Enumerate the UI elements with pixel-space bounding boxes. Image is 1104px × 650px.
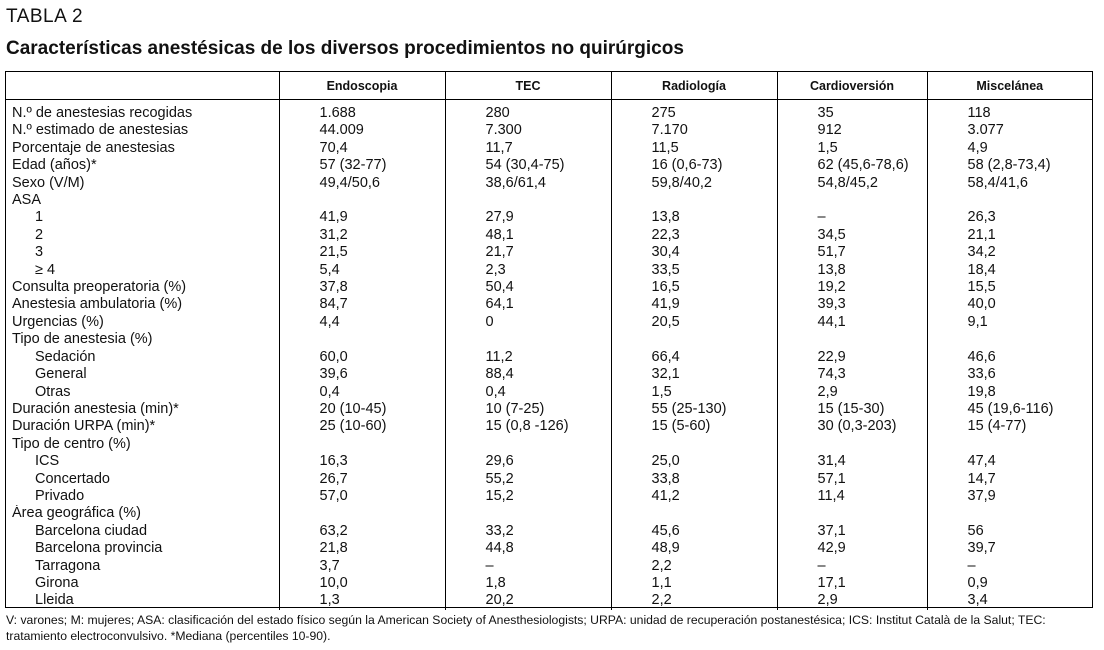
table-cell: 55 (25-130) [611,401,777,418]
row-label: Consulta preoperatoria (%) [12,279,187,296]
table-cell: 7.170 [611,122,777,139]
table-cell: 33,6 [927,366,1092,383]
table-cell: 37,9 [927,488,1092,505]
table-cell: – [445,558,611,575]
row-label: Porcentaje de anestesias [12,139,175,156]
row-label: Concertado [35,470,110,487]
table-cell: 60,0 [279,349,445,366]
table-cell: 15 (15-30) [777,401,927,418]
table-cell: 22,3 [611,227,777,244]
table-cell: 26,3 [927,209,1092,226]
table-row [6,349,1092,366]
table-cell: 48,9 [611,540,777,557]
row-label: ASA [12,192,42,209]
table-cell: 57,1 [777,471,927,488]
table-cell: 19,8 [927,384,1092,401]
table-cell: 1,1 [611,575,777,592]
table-cell: 49,4/50,6 [279,175,445,192]
row-label: Barcelona provincia [35,540,163,557]
table-cell: 66,4 [611,349,777,366]
table-row [6,279,1092,296]
row-label: ≥ 4 [35,261,56,278]
table-cell: 39,3 [777,296,927,313]
table-cell: 10,0 [279,575,445,592]
table-cell: 26,7 [279,471,445,488]
table-row [6,418,1092,435]
table-cell [777,436,927,453]
table-cell: 5,4 [279,262,445,279]
table-cell: 63,2 [279,523,445,540]
table-cell: 19,2 [777,279,927,296]
table-cell: 59,8/40,2 [611,175,777,192]
table-cell [777,192,927,209]
table-cell [445,192,611,209]
table-cell: 11,7 [445,140,611,157]
table-cell: 44,1 [777,314,927,331]
table-cell: 16,5 [611,279,777,296]
table-cell: 22,9 [777,349,927,366]
table-cell: 44,8 [445,540,611,557]
table-cell [279,192,445,209]
table-cell: 38,6/61,4 [445,175,611,192]
table-cell: 25,0 [611,453,777,470]
table-cell: 15,5 [927,279,1092,296]
table-row [6,540,1092,557]
table-cell: 58 (2,8-73,4) [927,157,1092,174]
table-cell: 21,7 [445,244,611,261]
table-cell: 55,2 [445,471,611,488]
row-label: Área geográfica (%) [12,505,141,522]
table-row [6,100,1092,123]
table-cell: 57,0 [279,488,445,505]
table-cell: 13,8 [777,262,927,279]
table-row [6,227,1092,244]
table-cell: 3.077 [927,122,1092,139]
table-row [6,244,1092,261]
table-cell: – [777,558,927,575]
table-cell: 21,1 [927,227,1092,244]
table-row [6,523,1092,540]
table-row [6,140,1092,157]
table-row [6,558,1092,575]
table-row [6,192,1092,209]
table-cell: 45,6 [611,523,777,540]
table-row [6,314,1092,331]
table-cell: 16,3 [279,453,445,470]
table-row [6,592,1092,609]
table-cell: 912 [777,122,927,139]
table-cell: 11,5 [611,140,777,157]
table-cell: 84,7 [279,296,445,313]
row-label: Duración URPA (min)* [12,418,156,435]
row-label: Sedación [35,348,96,365]
table-cell [927,505,1092,522]
table-cell: 34,5 [777,227,927,244]
table-row [6,296,1092,313]
table-cell: 25 (10-60) [279,418,445,435]
row-label: 2 [35,226,44,243]
row-label: Tarragona [35,557,101,574]
table-cell: 20,2 [445,592,611,609]
table-row [6,488,1092,505]
table-cell: 41,2 [611,488,777,505]
table-body [6,100,1092,610]
table-cell: 32,1 [611,366,777,383]
row-label: Edad (años)* [12,157,97,174]
table-cell [611,505,777,522]
column-header: Endoscopia [279,72,445,100]
table-cell: 2,9 [777,384,927,401]
row-label: Otras [35,383,71,400]
table-cell: 45 (19,6-116) [927,401,1092,418]
table-cell: 27,9 [445,209,611,226]
table-cell: 0,4 [445,384,611,401]
table-cell: 57 (32-77) [279,157,445,174]
row-label: N.º estimado de anestesias [12,122,189,139]
table-cell: 33,2 [445,523,611,540]
table-cell: 3,4 [927,592,1092,609]
row-label: 1 [35,209,44,226]
table-cell: 275 [611,100,777,123]
table-cell [927,331,1092,348]
data-table-container [5,71,1093,608]
table-cell: 15,2 [445,488,611,505]
table-cell: 56 [927,523,1092,540]
column-header: TEC [445,72,611,100]
table-cell: 20 (10-45) [279,401,445,418]
table-row [6,505,1092,522]
table-cell: 11,4 [777,488,927,505]
table-cell [927,192,1092,209]
table-cell [777,505,927,522]
table-cell: 40,0 [927,296,1092,313]
table-cell: 118 [927,100,1092,123]
table-cell: 47,4 [927,453,1092,470]
table-cell: 50,4 [445,279,611,296]
table-cell: 30 (0,3-203) [777,418,927,435]
table-cell: 37,1 [777,523,927,540]
table-cell: 29,6 [445,453,611,470]
table-cell: 88,4 [445,366,611,383]
table-cell: 46,6 [927,349,1092,366]
table-cell: 74,3 [777,366,927,383]
row-label: Tipo de anestesia (%) [12,331,153,348]
table-cell [279,436,445,453]
row-label: Lleida [35,592,74,609]
table-cell [279,505,445,522]
table-cell: 51,7 [777,244,927,261]
table-row [6,471,1092,488]
table-row [6,384,1092,401]
table-cell: 62 (45,6-78,6) [777,157,927,174]
table-cell: 41,9 [279,209,445,226]
table-cell: – [927,558,1092,575]
row-label: Barcelona ciudad [35,522,148,539]
table-cell: 2,3 [445,262,611,279]
row-label: ICS [35,453,60,470]
table-cell: 14,7 [927,471,1092,488]
table-cell: 4,9 [927,140,1092,157]
table-cell: 15 (5-60) [611,418,777,435]
table-cell: 48,1 [445,227,611,244]
table-cell: 64,1 [445,296,611,313]
table-cell: 18,4 [927,262,1092,279]
table-row [6,575,1092,592]
row-label: N.º de anestesias recogidas [12,105,193,121]
row-label: Privado [35,487,85,504]
table-row [6,122,1092,139]
column-header: Miscelánea [927,72,1092,100]
table-cell: 21,5 [279,244,445,261]
table-cell: 20,5 [611,314,777,331]
table-cell: 280 [445,100,611,123]
table-cell: 1.688 [279,100,445,123]
table-row [6,331,1092,348]
table-cell [445,331,611,348]
table-cell: 54 (30,4-75) [445,157,611,174]
table-footnote: V: varones; M: mujeres; ASA: clasificación del estado físico según la American Society of Anesthesiologists; URPA: unidad de recuperación postanestésica; ICS: Institut Català de la Salut; TEC: tratamiento electroconvulsivo. *Mediana (percentiles 10-90). [6,613,1046,643]
table-cell [777,331,927,348]
table-cell: 39,6 [279,366,445,383]
table-cell [445,505,611,522]
table-cell: 35 [777,100,927,123]
table-cell: 41,9 [611,296,777,313]
table-cell [445,436,611,453]
table-cell: 2,2 [611,558,777,575]
table-cell: 31,2 [279,227,445,244]
table-title: Características anestésicas de los diversos procedimientos no quirúrgicos [6,38,684,59]
table-cell: 16 (0,6-73) [611,157,777,174]
table-row [6,366,1092,383]
header-row [6,72,1092,100]
table-cell: 7.300 [445,122,611,139]
table-cell: 3,7 [279,558,445,575]
column-header [6,72,279,100]
table-cell [611,331,777,348]
table-cell: 2,9 [777,592,927,609]
row-label: Urgencias (%) [12,313,104,330]
table-cell: 0,9 [927,575,1092,592]
table-cell: 2,2 [611,592,777,609]
table-cell: 37,8 [279,279,445,296]
table-cell: 34,2 [927,244,1092,261]
table-cell: 10 (7-25) [445,401,611,418]
table-row [6,175,1092,192]
table-cell: 39,7 [927,540,1092,557]
table-row [6,436,1092,453]
table-cell: 1,5 [611,384,777,401]
table-cell: 0 [445,314,611,331]
row-label: Sexo (V/M) [12,174,85,191]
table-label: TABLA 2 [6,6,84,27]
row-label: 3 [35,244,44,261]
table-cell: 54,8/45,2 [777,175,927,192]
table-cell: 30,4 [611,244,777,261]
table-cell: 31,4 [777,453,927,470]
table-cell: 15 (4-77) [927,418,1092,435]
row-label: Tipo de centro (%) [12,435,131,452]
table-cell: – [777,209,927,226]
table-cell: 17,1 [777,575,927,592]
table-cell: 1,8 [445,575,611,592]
table-row [6,453,1092,470]
table-cell: 9,1 [927,314,1092,331]
table-cell: 1,5 [777,140,927,157]
table-cell: 33,8 [611,471,777,488]
table-cell: 11,2 [445,349,611,366]
data-table [6,72,1092,610]
table-cell: 33,5 [611,262,777,279]
table-cell [927,436,1092,453]
row-label: General [35,366,87,383]
table-row [6,262,1092,279]
table-cell: 13,8 [611,209,777,226]
column-header: Radiología [611,72,777,100]
row-label: Duración anestesia (min)* [12,400,179,417]
table-cell: 58,4/41,6 [927,175,1092,192]
table-row [6,157,1092,174]
table-cell: 4,4 [279,314,445,331]
row-label: Anestesia ambulatoria (%) [12,296,183,313]
table-cell: 70,4 [279,140,445,157]
row-label: Girona [35,574,79,591]
table-cell [279,331,445,348]
table-cell [611,192,777,209]
table-cell: 44.009 [279,122,445,139]
table-cell: 42,9 [777,540,927,557]
table-row [6,401,1092,418]
table-cell [611,436,777,453]
table-cell: 1,3 [279,592,445,609]
table-cell: 0,4 [279,384,445,401]
table-cell: 21,8 [279,540,445,557]
column-header: Cardioversión [777,72,927,100]
table-cell: 15 (0,8 -126) [445,418,611,435]
table-row [6,209,1092,226]
